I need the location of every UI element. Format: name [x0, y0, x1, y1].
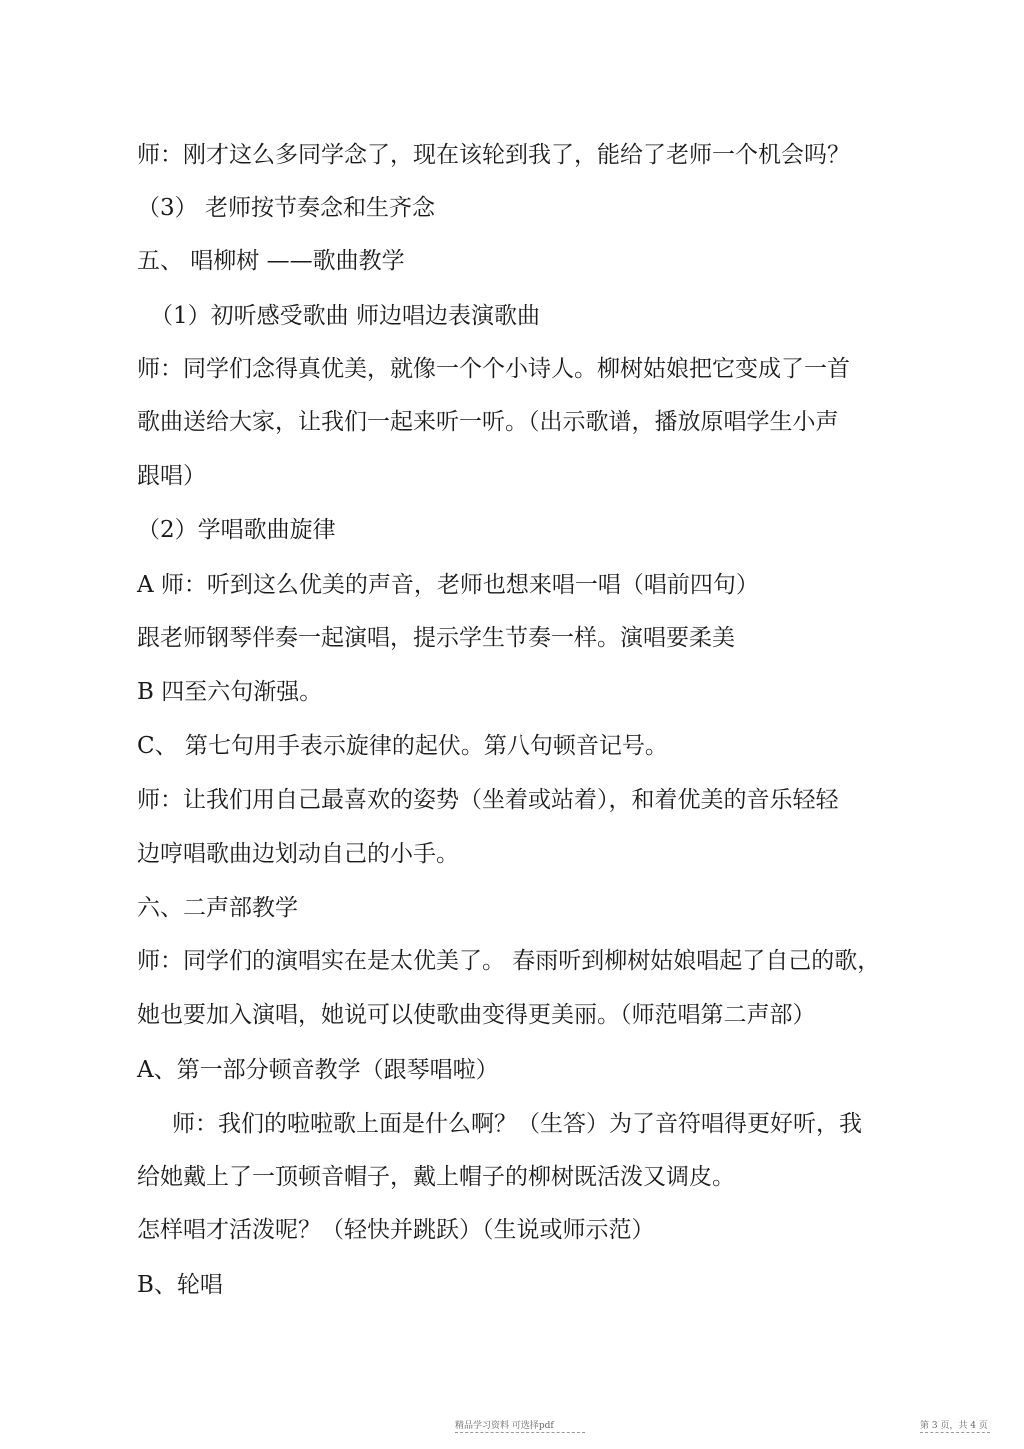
text-line: 边哼唱歌曲边划动自己的小手。: [137, 841, 459, 867]
text-line: 歌曲送给大家，让我们一起来听一听。（出示歌谱，播放原唱学生小声: [137, 409, 839, 435]
text-line: 怎样唱才活泼呢？（轻快并跳跃）（生说或师示范）: [137, 1217, 655, 1243]
section-heading: 五、 唱柳树 ——歌曲教学: [137, 248, 405, 274]
text-line: （1）初听感受歌曲 师边唱边表演歌曲: [150, 303, 540, 329]
text-line: B 四至六句渐强。: [137, 679, 323, 705]
text-line: 师：我们的啦啦歌上面是什么啊？（生答）为了音符唱得更好听，我: [172, 1111, 862, 1137]
text-line: 师：让我们用自己最喜欢的姿势（坐着或站着），和着优美的音乐轻轻: [137, 787, 839, 813]
text-line: 给她戴上了一顶顿音帽子，戴上帽子的柳树既活泼又调皮。: [137, 1164, 735, 1190]
text-line: 跟老师钢琴伴奏一起演唱，提示学生节奏一样。演唱要柔美: [137, 625, 735, 651]
text-line: B、轮唱: [137, 1272, 223, 1298]
footer-watermark: 精品学习资料 可选择pdf: [455, 1421, 554, 1431]
text-line: 跟唱）: [137, 463, 206, 489]
text-line: 她也要加入演唱，她说可以使歌曲变得更美丽。（师范唱第二声部）: [137, 1002, 816, 1028]
text-line: A、第一部分顿音教学（跟琴唱啦）: [137, 1057, 499, 1083]
text-line: （2）学唱歌曲旋律: [137, 517, 336, 543]
section-heading: 六、二声部教学: [137, 895, 298, 921]
page-number: 第 3 页，共 4 页: [920, 1421, 988, 1431]
text-line: 师：同学们的演唱实在是太优美了。 春雨听到柳树姑娘唱起了自己的歌，: [137, 948, 881, 974]
footer-divider-right: [920, 1432, 990, 1433]
text-line: A 师：听到这么优美的声音，老师也想来唱一唱（唱前四句）: [137, 572, 759, 598]
text-line: 师：刚才这么多同学念了，现在该轮到我了，能给了老师一个机会吗？: [137, 142, 850, 168]
text-line: 师：同学们念得真优美，就像一个个小诗人。柳树姑娘把它变成了一首: [137, 356, 850, 382]
footer-divider: [455, 1432, 585, 1433]
text-line: C、 第七句用手表示旋律的起伏。第八句顿音记号。: [137, 733, 668, 759]
text-line: （3） 老师按节奏念和生齐念: [137, 195, 435, 221]
